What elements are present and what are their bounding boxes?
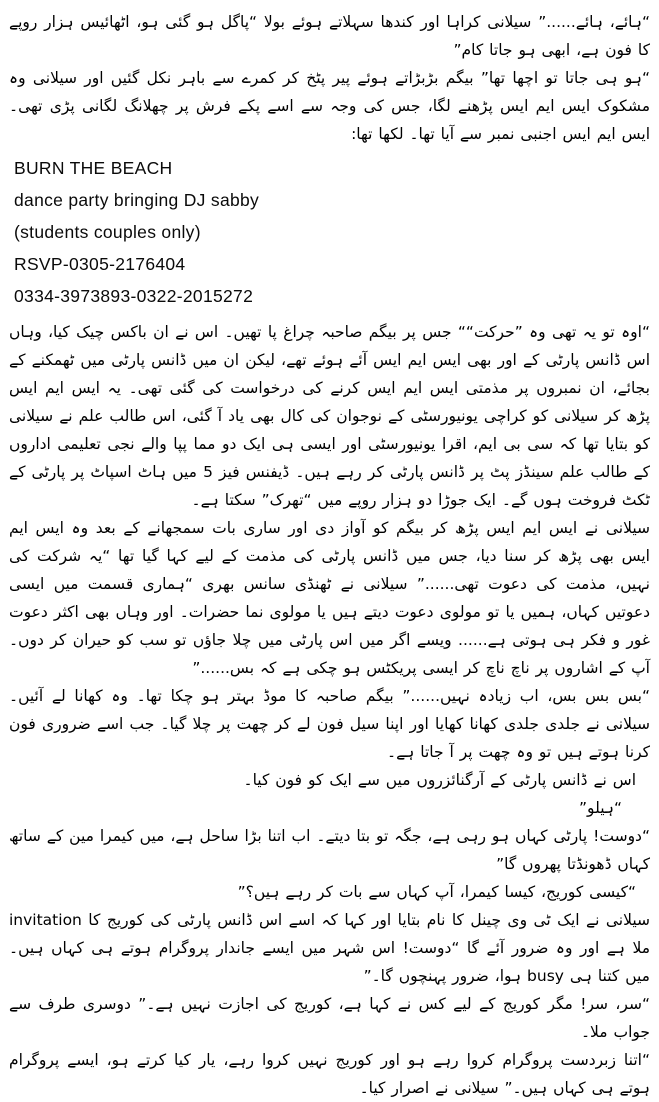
urdu-paragraph-calls-organizer: اس نے ڈانس پارٹی کے آرگنائزروں میں سے ایک کو فون کیا۔ [243,771,636,789]
sms-ad-phone-numbers-line: 0334-3973893-0322-2015272 [14,286,254,306]
urdu-paragraph-where-is-party: “دوست! پارٹی کہاں ہو رہی ہے، جگہ تو بتا دیتے۔ اب اتنا بڑا ساحل ہے، میں کیمرا مین کے ساتھ کہاں ڈھونڈتا پھروں گا” [9,827,650,873]
urdu-paragraph-inbox-check: “اوہ تو یہ تھی وہ ”حرکت““ جس پر بیگم صاحبہ چراغ پا تھیں۔ اس نے ان باکس چیک کیا، وہاں اس ڈانس پارٹی کے اور بھی ایس ایم ایس آئے ہوئے تھے، لیکن ان میں ڈانس پارٹی میں ٹھمکنے کے بجائے، ان نمبروں پر مذمتی ایس ایم ایس کرنے کی درخواست کی گئی تھی۔ یہ ایس ایم ایس پڑھ کر سیلانی کو کراچی یونیورسٹی کے نوجوان کی کال بھی یاد آ گئی، اس طالب علم نے سیلانی کو بتایا تھا کہ سی بی ایم، اقرا یونیورسٹی اور ایسی ہی ایک دو مما پپا والے نجی تعلیمی اداروں کے طالب علم سینڈز پٹ پر ڈانس پارٹی کر رہے ہیں۔ ڈیفنس فیز 5 میں ہاٹ اسپاٹ پر پارٹی کے ٹکٹ فروخت ہوں گے۔ ایک جوڑا دو ہزار روپے میں “تھرک” سکتا ہے۔ [9,323,651,509]
urdu-paragraph-condemnation-invite: سیلانی نے ایس ایم ایس پڑھ کر بیگم کو آواز دی اور ساری بات سمجھانے کے بعد وہ ایس ایم ایس بھی پڑھ کر سنا دیا، جس میں ڈانس پارٹی کی مذمت کے لیے کہا گیا تھا “یہ شرکت کی نہیں، مذمت کی دعوت تھی......” سیلانی نے ٹھنڈی سانس بھری “ہماری قسمت میں ایسی دعوتیں کہاں، ہمیں یا تو مولوی دعوت دیتے ہیں یا مولوی نما حضرات۔ اور وہاں بھی اکثر دعوت غور و فکر ہی ہوتی ہے...... ویسے اگر میں اس پارٹی میں چلا جاؤں تو سب کو حیران کر دوں۔ آپ کے اشاروں پر ناچ ناچ کر ایسی پریکٹس ہو چکی ہے کہ بس......” [9,519,650,677]
urdu-paragraph-haaye-dialogue: “ہائے، ہائے......” سیلانی کراہا اور کندھا سہلاتے ہوئے بولا “پاگل ہو گئی ہو، اٹھائیس ہزار روپے کا فون ہے، ابھی ہو جاتا کام” [9,13,650,59]
urdu-paragraph-no-coverage-allowed: “سر، سر! مگر کوریج کے لیے کس نے کہا ہے، کوریج کی اجازت نہیں ہے۔” دوسری طرف سے جواب ملا۔ [9,995,650,1041]
urdu-paragraph-tv-channel-invitation: سیلانی نے ایک ٹی وی چینل کا نام بتایا اور کہا کہ اسے اس ڈانس پارٹی کی کوریج کا invitation ملا ہے اور وہ ضرور آئے گا “دوست! اس شہر میں ایسے جاندار پروگرام ہوتے ہی کہاں ہیں۔ میں کتنا ہی busy ہوا، ضرور پہنچوں گا۔” [9,911,650,985]
sms-advert-block [14,152,650,312]
sms-ad-couples-line: (students couples only) [14,222,201,242]
sms-ad-dance-party-line: dance party bringing DJ sabby [14,190,260,210]
sms-ad-title-line: BURN THE BEACH [14,158,173,178]
urdu-paragraph-selani-insists: “اتنا زبردست پروگرام کروا رہے ہو اور کوریج نہیں کروا رہے، یار کیا کرتے ہو، ایسے پروگرام ہوتے ہی کہاں ہیں۔” سیلانی نے اصرار کیا۔ [9,1051,650,1097]
sms-ad-rsvp-line: RSVP-0305-2176404 [14,254,186,274]
urdu-paragraph-begum-leaves: “ہو ہی جاتا تو اچھا تھا” بیگم بڑبڑاتے ہوئے پیر پٹخ کر کمرے سے باہر نکل گئیں اور سیلانی وہ مشکوک ایس ایم ایس پڑھنے لگا، جس کی وجہ سے اسے پکے فرش پر چھلانگ لگانی پڑی تھی۔ ایس ایم ایس اجنبی نمبر سے آیا تھا۔ لکھا تھا: [9,69,650,143]
urdu-paragraph-dinner-and-roof: “بس بس بس، اب زیادہ نہیں......” بیگم صاحبہ کا موڈ بہتر ہو چکا تھا۔ وہ کھانا لے آئیں۔ سیلانی نے جلدی جلدی کھانا کھایا اور اپنا سیل فون لے کر چھت پر چلا گیا۔ جب اسے ضروری فون کرنا ہوتے ہیں تو وہ چھت پر آ جاتا ہے۔ [9,687,650,761]
urdu-paragraph-what-coverage: “کیسی کوریج، کیسا کیمرا، آپ کہاں سے بات کر رہے ہیں؟” [237,883,636,901]
urdu-paragraph-hello: “ہیلو” [579,799,622,817]
